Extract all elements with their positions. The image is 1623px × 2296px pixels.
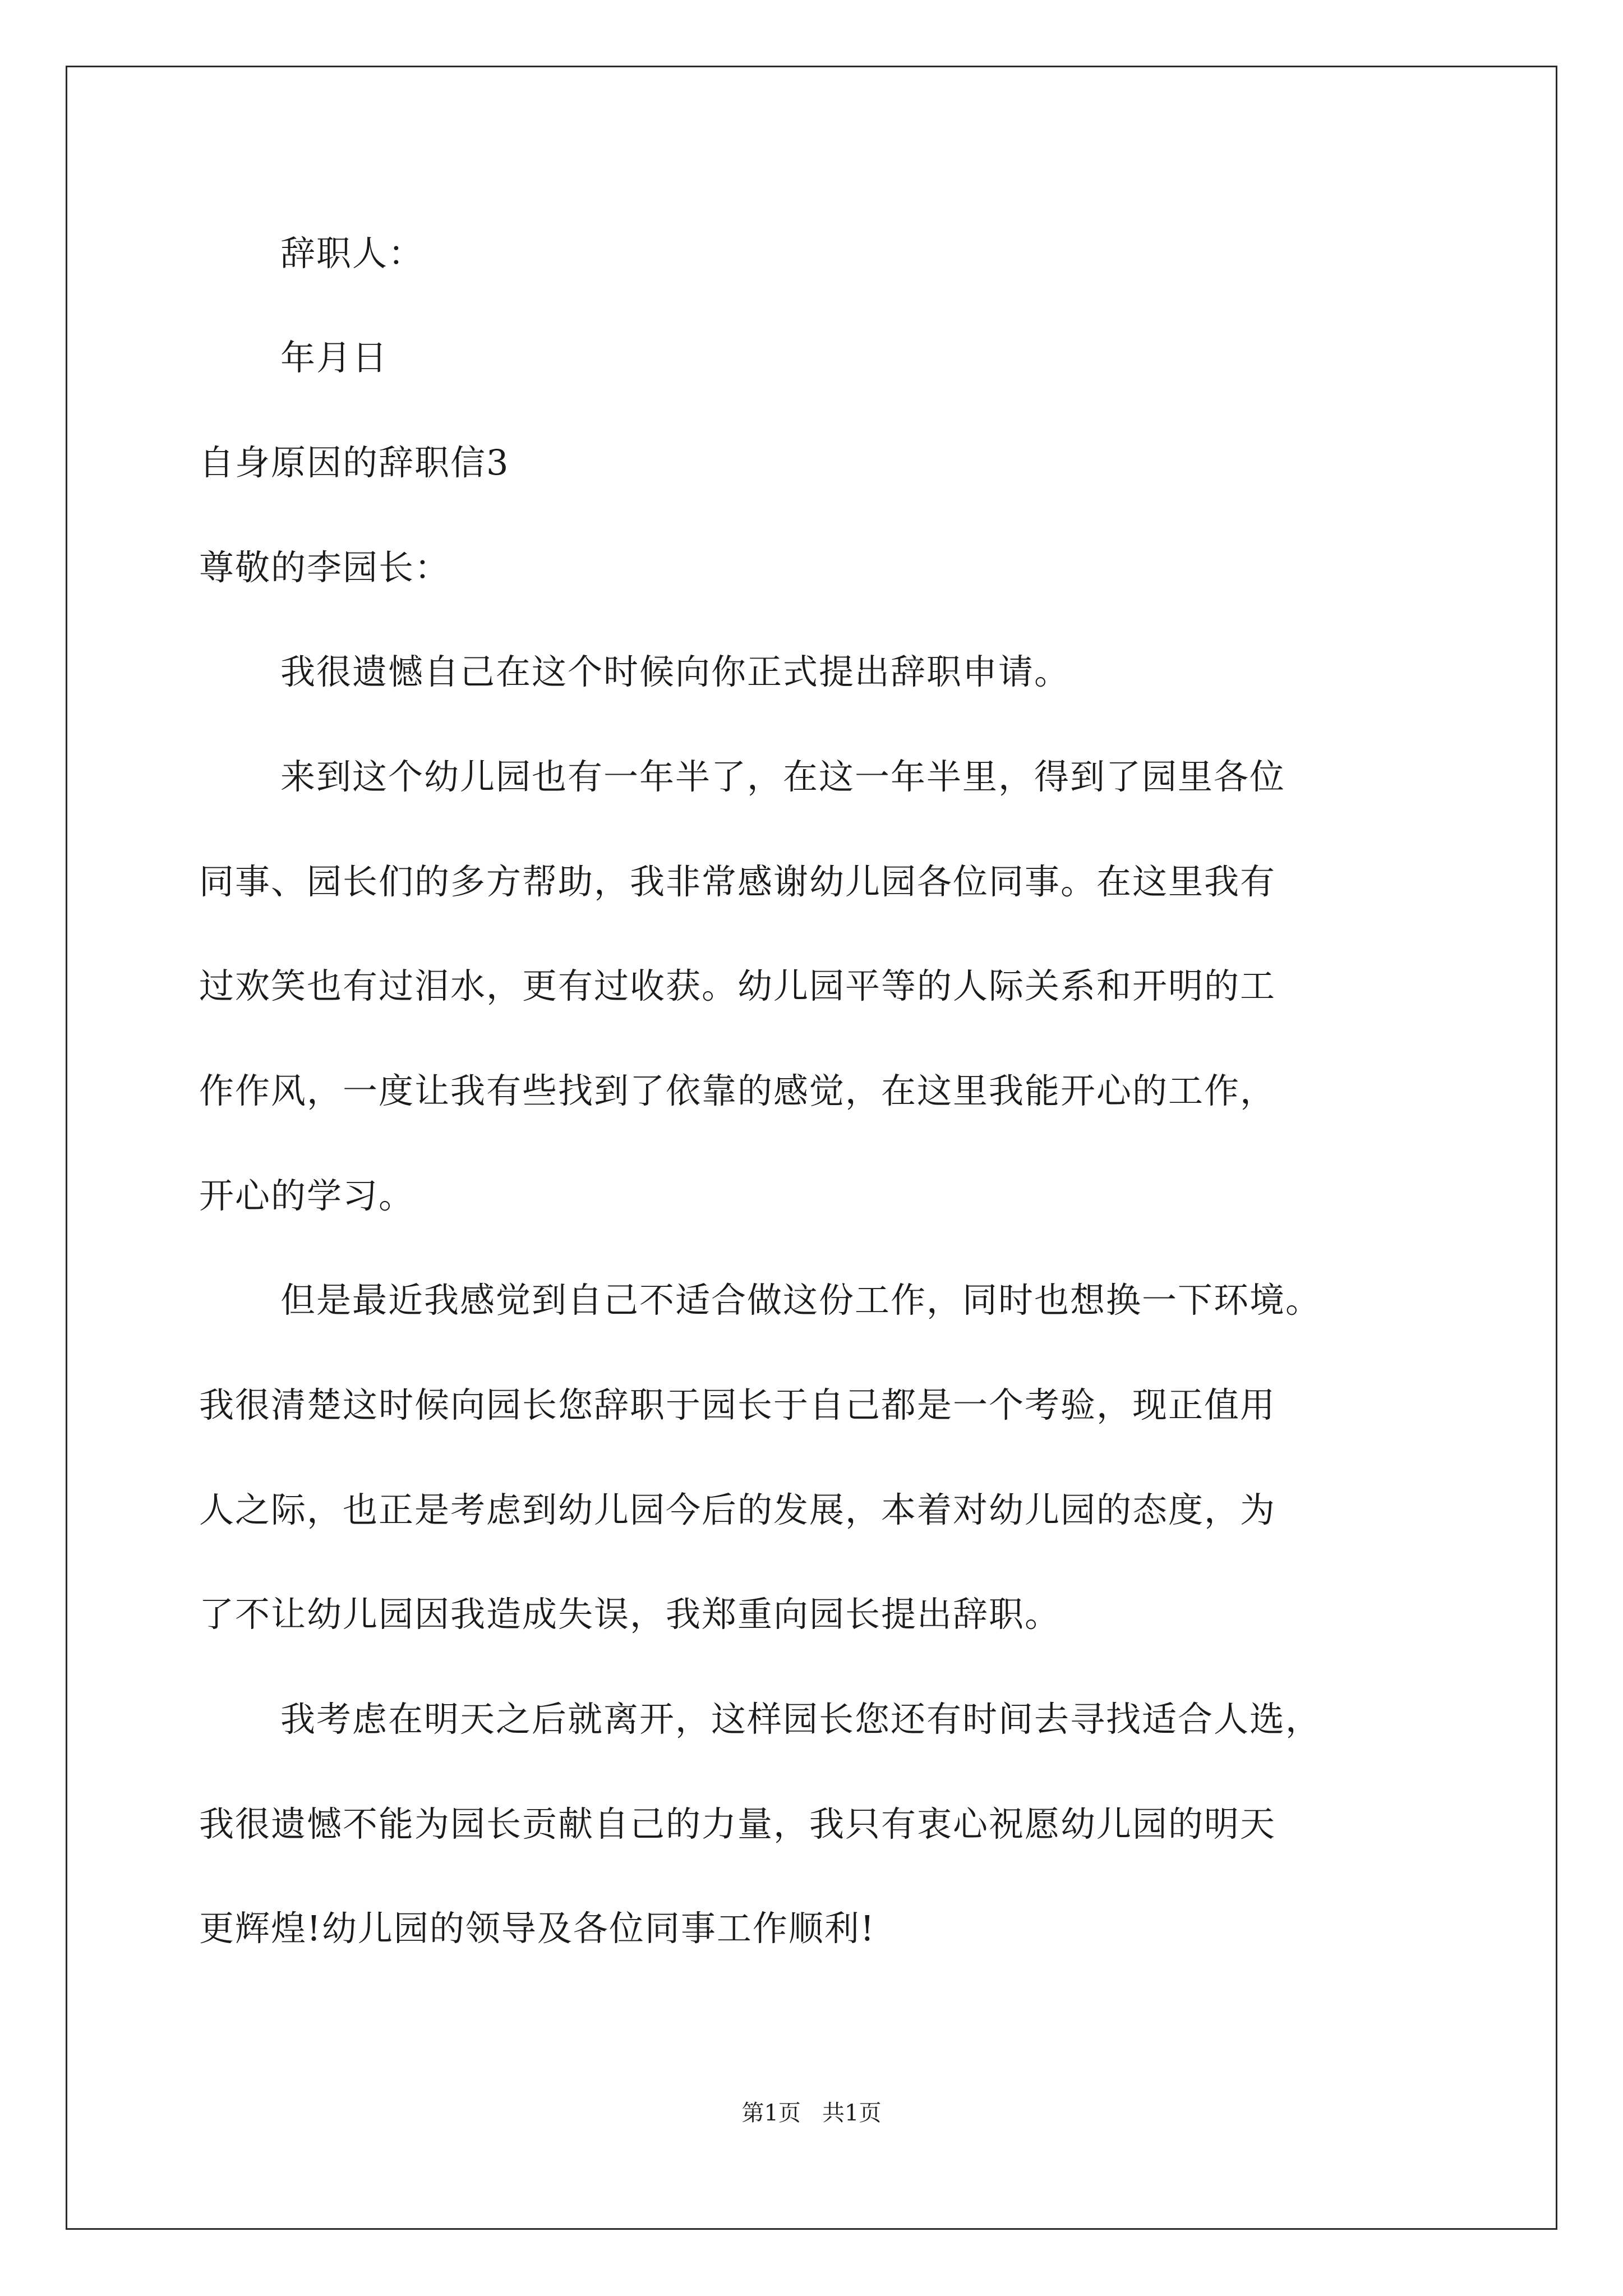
letter-title: 自身原因的辞职信3 [199,442,510,483]
paragraph-4-line-3: 更辉煌!幼儿园的领导及各位同事工作顺利! [199,1908,875,1949]
paragraph-3-line-3: 人之际，也正是考虑到幼儿园今后的发展，本着对幼儿园的态度，为 [199,1489,1276,1530]
paragraph-1-line-1: 我很遗憾自己在这个时候向你正式提出辞职申请。 [280,651,1071,692]
page-number-footer: 第1页 共1页 [741,2100,882,2126]
paragraph-2-line-4: 作作风，一度让我有些找到了依靠的感觉，在这里我能开心的工作， [199,1070,1276,1111]
salutation: 尊敬的李园长： [199,547,451,588]
paragraph-4-line-1: 我考虑在明天之后就离开，这样园长您还有时间去寻找适合人选， [280,1699,1322,1740]
paragraph-2-line-3: 过欢笑也有过泪水，更有过收获。幼儿园平等的人际关系和开明的工 [199,965,1276,1006]
paragraph-2-line-5: 开心的学习。 [199,1175,415,1216]
paragraph-4-line-2: 我很遗憾不能为园长贡献自己的力量，我只有衷心祝愿幼儿园的明天 [199,1803,1276,1844]
signature-label: 辞职人： [280,233,425,274]
paragraph-2-line-2: 同事、园长们的多方帮助，我非常感谢幼儿园各位同事。在这里我有 [199,861,1276,902]
paragraph-3-line-1: 但是最近我感觉到自己不适合做这份工作，同时也想换一下环境。 [280,1280,1322,1320]
page-border [66,66,1557,2230]
paragraph-2-line-1: 来到这个幼儿园也有一年半了，在这一年半里，得到了园里各位 [280,756,1286,797]
paragraph-3-line-2: 我很清楚这时候向园长您辞职于园长于自己都是一个考验，现正值用 [199,1384,1276,1425]
date-label: 年月日 [280,337,389,378]
paragraph-3-line-4: 了不让幼儿园因我造成失误，我郑重向园长提出辞职。 [199,1594,1061,1635]
